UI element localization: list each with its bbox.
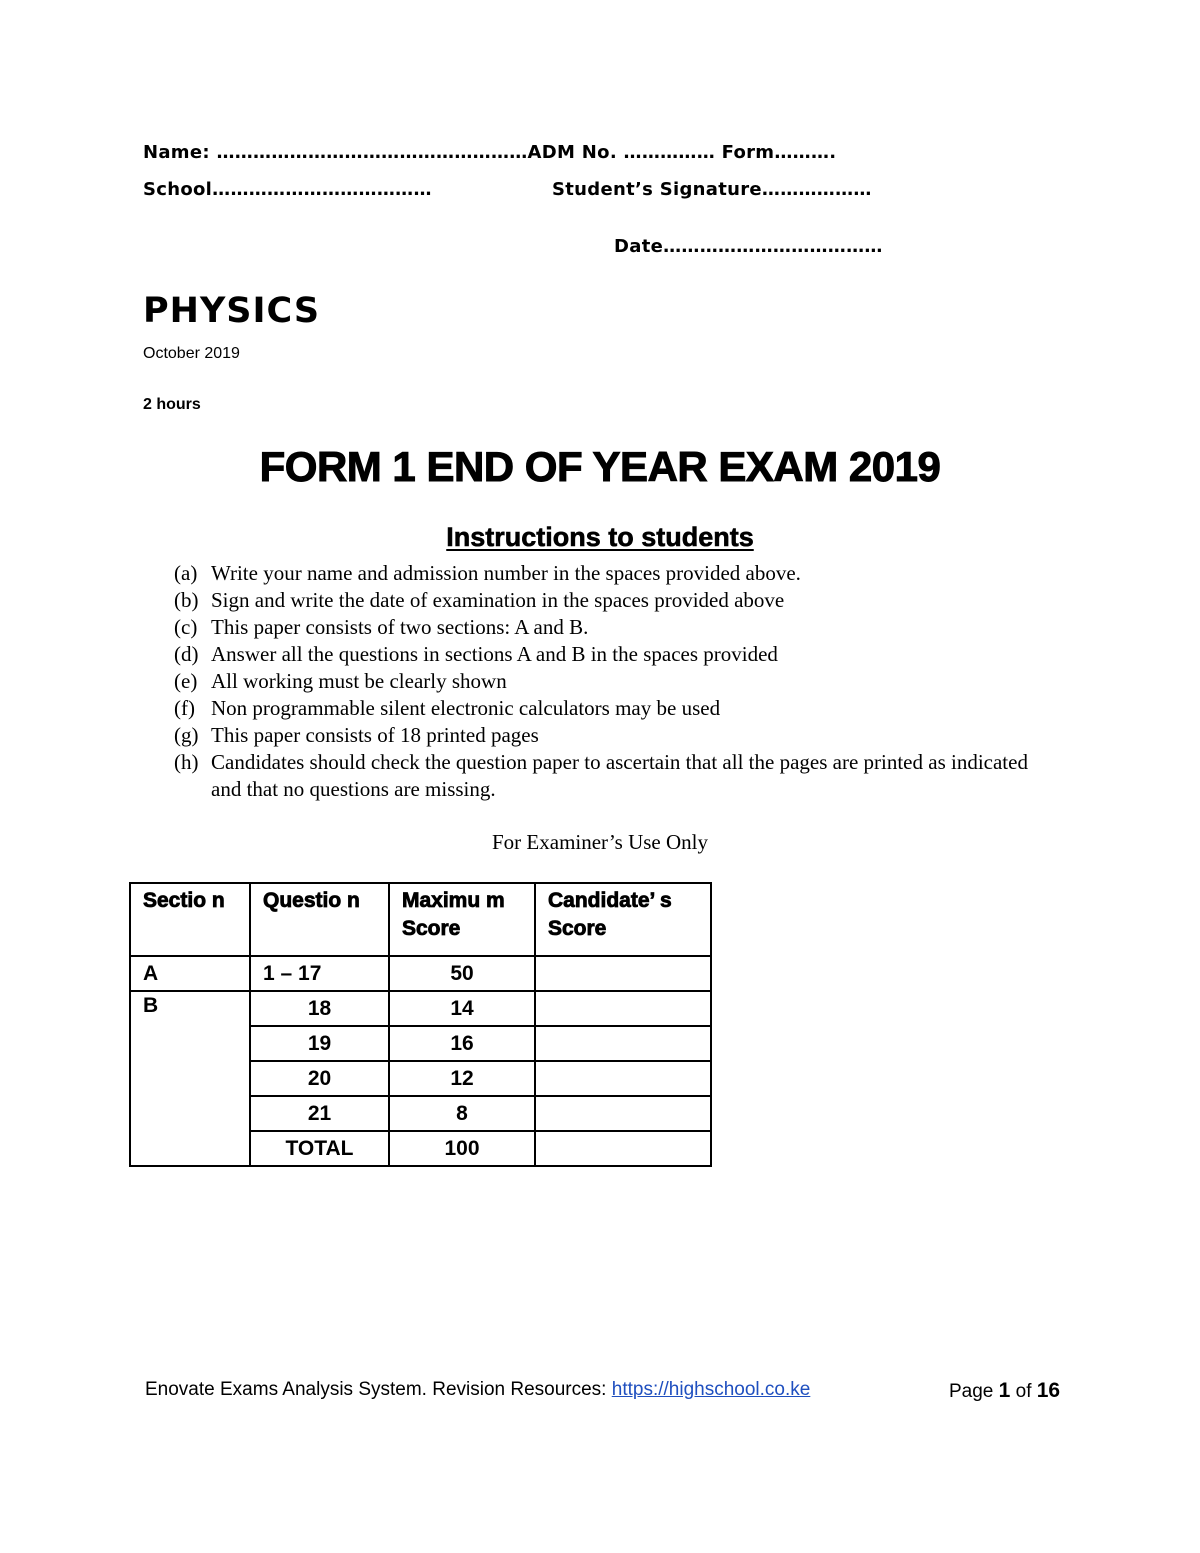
score-table <box>129 882 712 1167</box>
question-cell: 1 – 17 <box>250 956 389 991</box>
max-score-cell: 8 <box>389 1096 535 1131</box>
max-score-cell: 14 <box>389 991 535 1026</box>
instructions-list <box>174 560 1054 803</box>
candidate-score-cell[interactable] <box>535 1026 711 1061</box>
section-cell: A <box>130 956 250 991</box>
exam-month: October 2019 <box>143 345 240 362</box>
table-header-row <box>130 883 711 956</box>
instruction-item: (g) This paper consists of 18 printed pages <box>174 723 539 747</box>
candidate-total-cell[interactable] <box>535 1131 711 1166</box>
instruction-item: (d) Answer all the questions in sections A and B in the spaces provided <box>174 642 778 666</box>
table-row <box>130 956 711 991</box>
header-signature-field: Student’s Signature……………… <box>552 179 872 200</box>
subject-title: PHYSICS <box>143 291 321 331</box>
question-cell: 19 <box>250 1026 389 1061</box>
instruction-item: (a) Write your name and admission number in the spaces provided above. <box>174 561 801 585</box>
section-cell: B <box>130 991 250 1166</box>
instruction-item: (b) Sign and write the date of examination in the spaces provided above <box>174 588 785 612</box>
question-cell: 18 <box>250 991 389 1026</box>
question-cell: 20 <box>250 1061 389 1096</box>
table-row <box>130 991 711 1026</box>
max-score-cell: 50 <box>389 956 535 991</box>
instructions-heading: Instructions to students <box>446 522 754 552</box>
max-score-cell: 16 <box>389 1026 535 1061</box>
header-candidate-score: Candidate’ s Score <box>535 883 711 956</box>
candidate-score-cell[interactable] <box>535 956 711 991</box>
candidate-score-cell[interactable] <box>535 1061 711 1096</box>
examiner-label: For Examiner’s Use Only <box>492 830 708 854</box>
candidate-score-cell[interactable] <box>535 1096 711 1131</box>
header-school-field: School……………………………… <box>143 179 432 200</box>
question-cell: 21 <box>250 1096 389 1131</box>
header-question: Questio n <box>250 883 389 956</box>
header-date-field: Date……………………………… <box>614 236 883 257</box>
candidate-score-cell[interactable] <box>535 991 711 1026</box>
total-max-cell: 100 <box>389 1131 535 1166</box>
instruction-item: (e) All working must be clearly shown <box>174 669 507 693</box>
exam-title: FORM 1 END OF YEAR EXAM 2019 <box>259 443 941 490</box>
footer-link[interactable]: https://highschool.co.ke <box>611 1379 811 1400</box>
total-label-cell: TOTAL <box>250 1131 389 1166</box>
header-section: Sectio n <box>130 883 250 956</box>
header-max-score: Maximu m Score <box>389 883 535 956</box>
instruction-item: (h) Candidates should check the question paper to ascertain that all the pages are printed as indicated and that no questions are missing. <box>174 750 1028 801</box>
instruction-item: (f) Non programmable silent electronic calculators may be used <box>174 696 721 720</box>
max-score-cell: 12 <box>389 1061 535 1096</box>
instruction-item: (c) This paper consists of two sections: A and B. <box>174 615 589 639</box>
footer-text: Enovate Exams Analysis System. Revision Resources: https://highschool.co.ke <box>145 1379 811 1400</box>
exam-duration: 2 hours <box>143 396 201 413</box>
header-name-line: Name: ……………………………………………ADM No. …………… Form………. <box>143 142 837 163</box>
page-number: Page 1 of 16 <box>949 1379 1061 1402</box>
